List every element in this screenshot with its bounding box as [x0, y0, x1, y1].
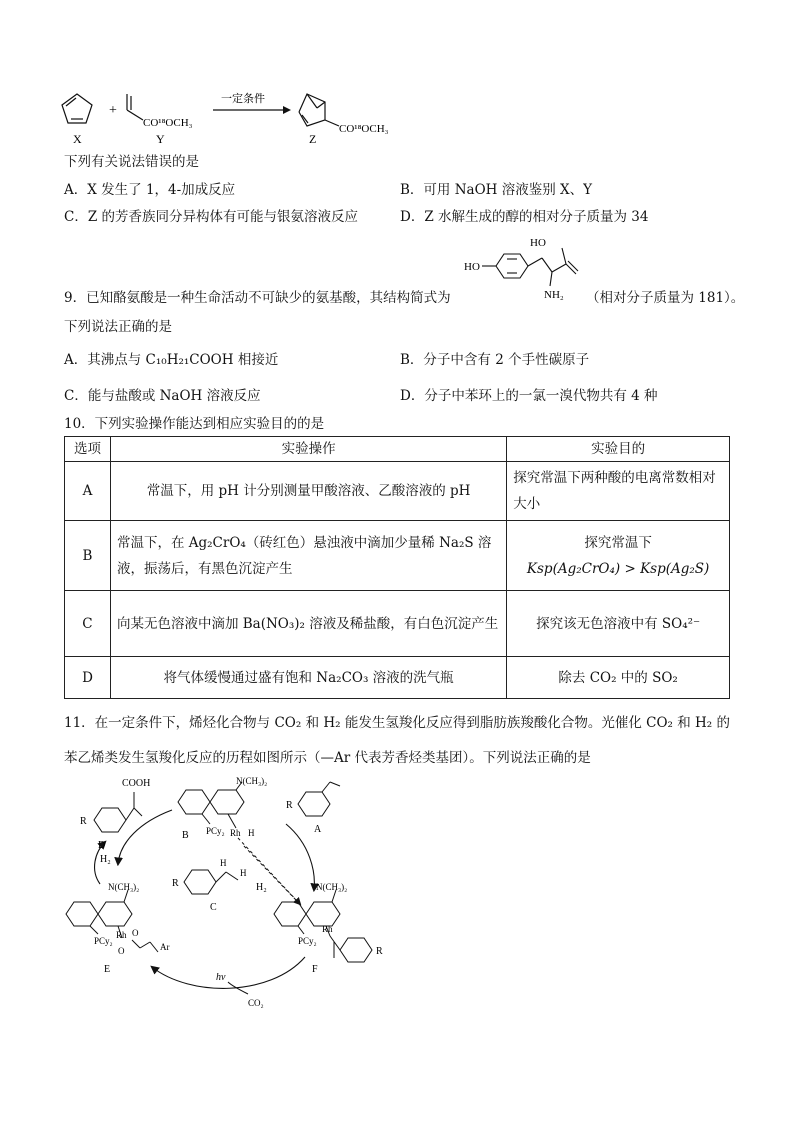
label-c: C [210, 902, 217, 913]
q11-stem-1: 11．在一定条件下，烯烃化合物与 CO₂ 和 H₂ 能发生氢羧化反应得到脂肪族羧酸化合物。光催化 CO₂ 和 H₂ 的 [64, 715, 730, 731]
label-x: X [73, 132, 82, 146]
svg-text:PCy₂: PCy₂ [206, 826, 225, 836]
svg-text:O: O [118, 946, 125, 956]
table-row [65, 657, 730, 699]
svg-text:R: R [80, 816, 87, 827]
row-option: C [65, 591, 111, 657]
svg-text:R: R [376, 946, 383, 957]
label-y: Y [156, 132, 165, 146]
compound-d-structure [94, 792, 142, 832]
svg-text:CO₂: CO₂ [248, 998, 264, 1008]
header-goal: 实验目的 [507, 437, 730, 462]
ho-group-left: HO [464, 261, 480, 273]
svg-text:H: H [240, 868, 247, 878]
q8-option-a: A．X 发生了 1，4-加成反应 [64, 182, 236, 198]
compound-b-structure [178, 782, 244, 828]
experiment-table [64, 436, 730, 699]
svg-text:O: O [132, 928, 139, 938]
q9-option-d: D．分子中苯环上的一氯一溴代物共有 4 种 [400, 388, 658, 404]
svg-text:Ar: Ar [160, 942, 170, 952]
svg-text:PCy₂: PCy₂ [94, 936, 113, 946]
compound-c-structure [184, 870, 238, 894]
svg-text:Rh: Rh [322, 924, 333, 934]
table-row [65, 521, 730, 591]
row-goal: 探究常温下两种酸的电离常数相对大小 [507, 462, 730, 521]
q9-option-a: A．其沸点与 C₁₀H₂₁COOH 相接近 [64, 352, 279, 368]
z-ester-group: CO¹⁸OCH₃ [339, 123, 389, 135]
tyrosine-structure [462, 232, 592, 304]
row-operation: 向某无色溶液中滴加 Ba(NO₃)₂ 溶液及稀盐酸，有白色沉淀产生 [110, 591, 506, 657]
q9-stem-mass: （相对分子质量为 181）。 [586, 290, 745, 306]
row-option: B [65, 521, 111, 591]
row-goal: 探究该无色溶液中有 SO₄²⁻ [507, 591, 730, 657]
svg-text:Rh: Rh [116, 930, 127, 940]
svg-text:N(CH₃)₂: N(CH₃)₂ [108, 882, 140, 892]
plus-sign: + [109, 103, 117, 118]
svg-text:hν: hν [216, 972, 226, 983]
svg-text:H₂: H₂ [256, 882, 267, 893]
label-d: D [98, 840, 106, 851]
q9-stem-question: 下列说法正确的是 [64, 319, 172, 335]
row-option: D [65, 657, 111, 699]
catalytic-cycle-diagram [60, 772, 410, 1020]
row-operation: 常温下，用 pH 计分别测量甲酸溶液、乙酸溶液的 pH [110, 462, 506, 521]
svg-text:N(CH₃)₂: N(CH₃)₂ [316, 882, 348, 892]
q8-option-d: D．Z 水解生成的醇的相对分子质量为 34 [400, 209, 649, 225]
row-goal: 探究常温下 Ksp(Ag₂CrO₄) > Ksp(Ag₂S) [507, 521, 730, 591]
q10-stem: 10．下列实验操作能达到相应实验目的的是 [64, 416, 325, 432]
label-e: E [104, 964, 111, 975]
label-b: B [182, 830, 189, 841]
reaction-condition: 一定条件 [221, 93, 265, 105]
q9-option-b: B．分子中含有 2 个手性碳原子 [400, 352, 590, 368]
svg-text:COOH: COOH [122, 778, 151, 789]
q9-stem: 9．已知酪氨酸是一种生命活动不可缺少的氨基酸，其结构简式为 [64, 290, 451, 306]
table-row [65, 591, 730, 657]
label-f: F [312, 964, 318, 975]
svg-text:R: R [172, 878, 179, 889]
svg-text:Rh: Rh [230, 828, 241, 838]
svg-text:R: R [286, 800, 293, 811]
svg-text:H: H [220, 858, 227, 868]
y-ester-group: CO¹⁸OCH₃ [143, 117, 193, 129]
q8-option-b: B．可用 NaOH 溶液鉴别 X、Y [400, 182, 593, 198]
cyclopentadiene-structure [62, 94, 92, 123]
header-operation: 实验操作 [110, 437, 506, 462]
compound-a-structure [298, 782, 340, 816]
q9-option-c: C．能与盐酸或 NaOH 溶液反应 [64, 388, 261, 404]
table-header-row [65, 437, 730, 462]
header-option: 选项 [65, 437, 111, 462]
svg-text:H₂: H₂ [100, 854, 111, 865]
q8-stem: 下列有关说法错误的是 [64, 154, 199, 170]
nh2-group: NH₂ [544, 289, 564, 301]
svg-text:H: H [248, 828, 255, 838]
row-goal: 除去 CO₂ 中的 SO₂ [507, 657, 730, 699]
row-operation: 常温下，在 Ag₂CrO₄（砖红色）悬浊液中滴加少量稀 Na₂S 溶液，振荡后，有黑色沉淀产生 [110, 521, 506, 591]
norbornene-structure [299, 94, 339, 126]
q8-option-c: C．Z 的芳香族同分异构体有可能与银氨溶液反应 [64, 209, 359, 225]
label-a: A [314, 824, 322, 835]
svg-text:PCy₂: PCy₂ [298, 936, 317, 946]
row-operation: 将气体缓慢通过盛有饱和 Na₂CO₃ 溶液的洗气瓶 [110, 657, 506, 699]
q11-stem-2: 苯乙烯类发生氢羧化反应的历程如图所示（—Ar 代表芳香烃类基团）。下列说法正确的是 [64, 750, 591, 766]
table-row [65, 462, 730, 521]
svg-text:N(CH₃)₂: N(CH₃)₂ [236, 776, 268, 786]
q8-reaction-scheme [55, 88, 415, 150]
label-z: Z [309, 132, 317, 146]
oh-group-top: HO [530, 237, 546, 249]
row-option: A [65, 462, 111, 521]
acrylate-structure [127, 94, 143, 120]
